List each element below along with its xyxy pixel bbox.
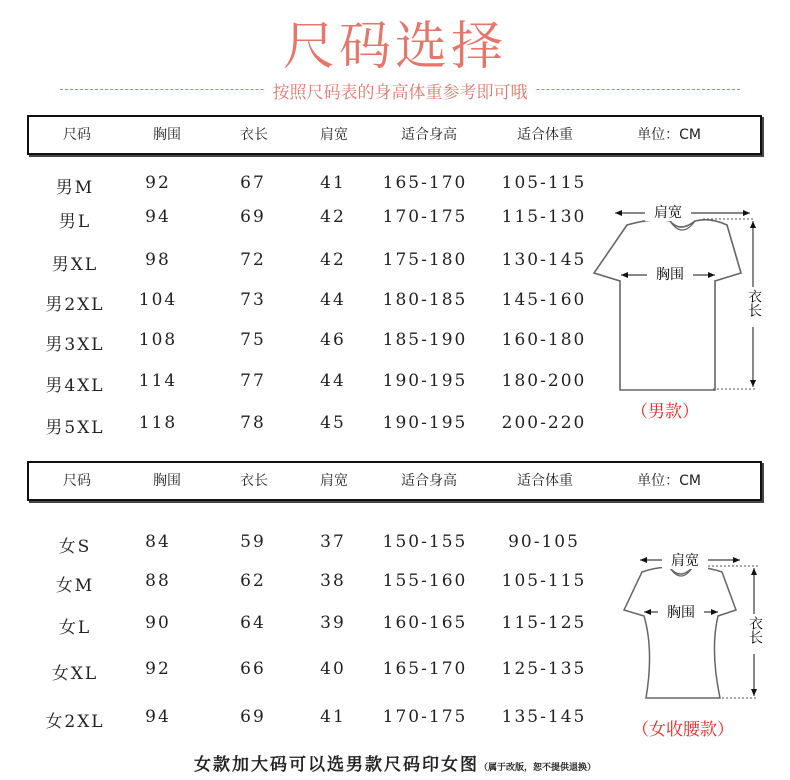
- header-length: 衣长: [240, 127, 268, 143]
- chest-cell: 92: [145, 173, 171, 193]
- size-cell: 女M: [55, 576, 95, 596]
- shoulder-cell: 44: [320, 371, 346, 391]
- length-cell: 77: [240, 371, 266, 391]
- chest-cell: 94: [145, 207, 171, 227]
- chest-cell: 108: [138, 330, 178, 350]
- length-cell: 69: [240, 707, 266, 727]
- weight-cell: 115-130: [501, 207, 587, 227]
- chest-cell: 90: [145, 613, 171, 633]
- chest-cell: 114: [138, 371, 178, 391]
- height-cell: 165-170: [382, 173, 468, 193]
- size-cell: 男2XL: [45, 295, 105, 315]
- shoulder-cell: 42: [320, 250, 346, 270]
- size-cell: 女2XL: [45, 712, 105, 732]
- men-length-label: 衣长: [746, 289, 762, 317]
- weight-cell: 135-145: [501, 707, 587, 727]
- size-cell: 男4XL: [45, 376, 105, 396]
- size-cell: 男L: [58, 212, 92, 232]
- shoulder-cell: 40: [320, 659, 346, 679]
- length-cell: 59: [240, 532, 266, 552]
- shoulder-cell: 42: [320, 207, 346, 227]
- length-cell: 66: [240, 659, 266, 679]
- footer-note: [0, 750, 790, 775]
- height-cell: 185-190: [382, 330, 468, 350]
- size-cell: 男XL: [51, 255, 99, 275]
- men-table-header: [27, 115, 762, 155]
- weight-cell: 125-135: [501, 659, 587, 679]
- shoulder-cell: 41: [320, 707, 346, 727]
- shoulder-cell: 44: [320, 290, 346, 310]
- shoulder-cell: 39: [320, 613, 346, 633]
- header-height: 适合身高: [401, 473, 457, 489]
- height-cell: 190-195: [382, 371, 468, 391]
- weight-cell: 160-180: [501, 330, 587, 350]
- page-title: 尺码选择: [282, 17, 507, 77]
- shoulder-cell: 46: [320, 330, 346, 350]
- chest-cell: 84: [145, 532, 171, 552]
- shoulder-cell: 38: [320, 571, 346, 591]
- height-cell: 190-195: [382, 413, 468, 433]
- height-cell: 150-155: [382, 532, 468, 552]
- length-cell: 67: [240, 173, 266, 193]
- women-shirt-outline: [624, 568, 736, 699]
- weight-cell: 200-220: [501, 413, 587, 433]
- chest-cell: 92: [145, 659, 171, 679]
- length-cell: 64: [240, 613, 266, 633]
- women-length-label: 衣长: [747, 616, 763, 644]
- size-cell: 女L: [58, 618, 92, 638]
- women-table-header: [27, 461, 762, 501]
- length-cell: 69: [240, 207, 266, 227]
- chest-cell: 98: [145, 250, 171, 270]
- header-weight: 适合体重: [517, 473, 573, 489]
- length-cell: 72: [240, 250, 266, 270]
- length-cell: 73: [240, 290, 266, 310]
- shoulder-cell: 45: [320, 413, 346, 433]
- height-cell: 180-185: [382, 290, 468, 310]
- size-cell: 男3XL: [45, 335, 105, 355]
- footer-note-small: （属于改版，恕不提供退换）: [478, 763, 596, 773]
- women-chest-label: 胸围: [667, 605, 695, 621]
- height-cell: 170-175: [382, 207, 468, 227]
- header-chest: 胸围: [153, 473, 181, 489]
- shoulder-cell: 37: [320, 532, 346, 552]
- height-cell: 170-175: [382, 707, 468, 727]
- men-chest-label: 胸围: [656, 267, 684, 283]
- header-shoulder: 肩宽: [320, 473, 348, 489]
- height-cell: 160-165: [382, 613, 468, 633]
- women-shirt-diagram: [610, 550, 775, 720]
- men-shirt-diagram: [585, 195, 775, 405]
- height-cell: 175-180: [382, 250, 468, 270]
- men-style-label: （男款）: [631, 402, 699, 422]
- weight-cell: 130-145: [501, 250, 587, 270]
- men-shoulder-label: 肩宽: [654, 205, 682, 221]
- subtitle-bar: [60, 78, 740, 102]
- weight-cell: 105-115: [501, 571, 587, 591]
- header-height: 适合身高: [401, 127, 457, 143]
- header-shoulder: 肩宽: [320, 127, 348, 143]
- shoulder-cell: 41: [320, 173, 346, 193]
- footer-note-main: 女款加大码可以选男款尺码印女图: [193, 755, 479, 775]
- subtitle: 按照尺码表的身高体重参考即可哦: [265, 83, 536, 103]
- header-length: 衣长: [240, 473, 268, 489]
- women-shoulder-label: 肩宽: [671, 553, 699, 569]
- chest-cell: 104: [138, 290, 178, 310]
- length-cell: 78: [240, 413, 266, 433]
- header-size: 尺码: [63, 127, 91, 143]
- header-weight: 适合体重: [517, 127, 573, 143]
- size-cell: 男M: [55, 178, 95, 198]
- length-cell: 75: [240, 330, 266, 350]
- height-cell: 155-160: [382, 571, 468, 591]
- chest-cell: 94: [145, 707, 171, 727]
- weight-cell: 105-115: [501, 173, 587, 193]
- size-cell: 男5XL: [45, 418, 105, 438]
- size-cell: 女XL: [51, 664, 99, 684]
- women-style-label: （女收腰款）: [632, 720, 734, 740]
- chest-cell: 88: [145, 571, 171, 591]
- men-shirt-outline: [594, 220, 741, 390]
- weight-cell: 90-105: [508, 532, 580, 552]
- chest-cell: 118: [138, 413, 178, 433]
- weight-cell: 180-200: [501, 371, 587, 391]
- weight-cell: 115-125: [501, 613, 587, 633]
- height-cell: 165-170: [382, 659, 468, 679]
- header-chest: 胸围: [153, 127, 181, 143]
- header-size: 尺码: [63, 473, 91, 489]
- header-unit: 单位：CM: [637, 127, 701, 143]
- size-cell: 女S: [58, 537, 92, 557]
- length-cell: 62: [240, 571, 266, 591]
- header-unit: 单位：CM: [637, 473, 701, 489]
- weight-cell: 145-160: [501, 290, 587, 310]
